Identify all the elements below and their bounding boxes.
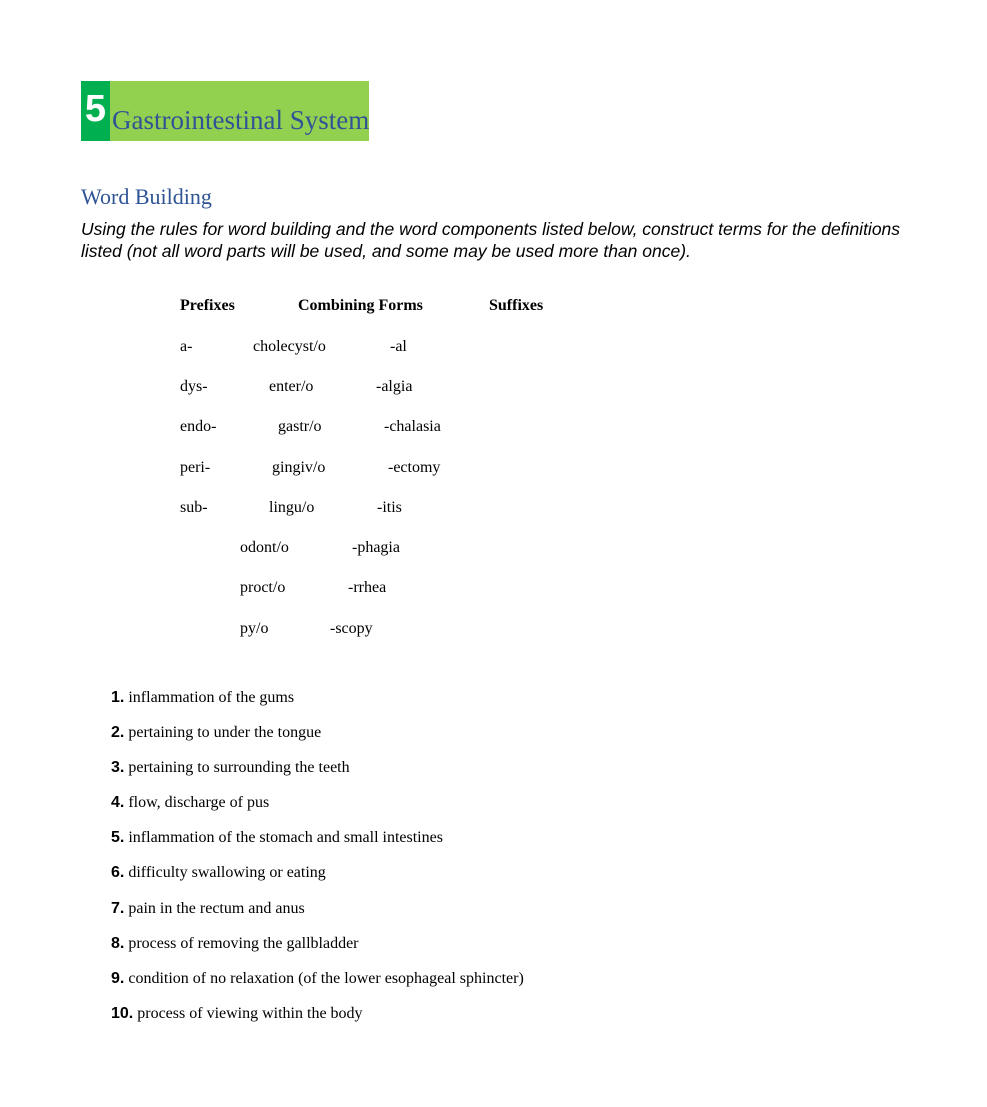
- suffix-cell: -al: [390, 338, 407, 355]
- header-prefixes: Prefixes: [180, 297, 235, 314]
- prefix-cell: endo-: [180, 418, 217, 435]
- prefix-cell: peri-: [180, 459, 211, 476]
- question-list: [111, 687, 524, 1038]
- list-item: [111, 722, 524, 757]
- question-number: 4.: [111, 794, 125, 812]
- suffix-cell: -algia: [376, 378, 413, 395]
- question-number: 7.: [111, 899, 125, 917]
- question-number: 8.: [111, 934, 125, 952]
- question-text: inflammation of the gums: [128, 689, 295, 706]
- question-text: condition of no relaxation (of the lower esophageal sphincter): [128, 969, 524, 987]
- suffix-cell: -rrhea: [348, 579, 387, 596]
- combining-form-cell: gingiv/o: [272, 459, 326, 476]
- suffix-cell: -ectomy: [388, 459, 441, 476]
- suffix-cell: -scopy: [330, 620, 373, 637]
- question-number: 1.: [111, 689, 125, 706]
- question-number: 10.: [111, 1004, 134, 1022]
- list-item: [111, 862, 524, 897]
- combining-form-cell: enter/o: [269, 378, 314, 395]
- question-text: process of viewing within the body: [137, 1004, 363, 1022]
- combining-form-cell: lingu/o: [269, 499, 315, 516]
- list-item: [111, 933, 524, 968]
- question-text: pertaining to under the tongue: [128, 724, 322, 742]
- suffix-cell: -chalasia: [384, 418, 441, 435]
- instructions-text: Using the rules for word building and the word components listed below, construct terms for the definitions listed (not all word parts will be used, and some may be used more than once).: [81, 219, 901, 261]
- question-text: flow, discharge of pus: [128, 794, 270, 812]
- combining-form-cell: odont/o: [240, 539, 289, 556]
- question-text: pain in the rectum and anus: [128, 899, 305, 917]
- question-text: difficulty swallowing or eating: [128, 864, 326, 882]
- question-text: process of removing the gallbladder: [128, 934, 359, 952]
- list-item: [111, 1003, 524, 1038]
- list-item: [111, 968, 524, 1003]
- chapter-number: 5: [81, 81, 110, 141]
- suffix-cell: -itis: [377, 499, 402, 516]
- question-number: 9.: [111, 969, 125, 987]
- combining-form-cell: cholecyst/o: [253, 338, 326, 355]
- header-combining-forms: Combining Forms: [298, 297, 423, 314]
- section-title: Word Building: [81, 184, 212, 209]
- prefix-cell: a-: [180, 338, 193, 355]
- question-text: pertaining to surrounding the teeth: [128, 759, 350, 777]
- chapter-banner: [81, 81, 369, 141]
- list-item: [111, 757, 524, 792]
- combining-form-cell: py/o: [240, 620, 269, 637]
- question-number: 2.: [111, 724, 125, 742]
- list-item: [111, 687, 524, 722]
- list-item: [111, 898, 524, 933]
- header-suffixes: Suffixes: [489, 297, 544, 314]
- list-item: [111, 792, 524, 827]
- combining-form-cell: proct/o: [240, 579, 286, 596]
- combining-form-cell: gastr/o: [278, 418, 322, 435]
- chapter-title: Gastrointestinal System: [112, 105, 370, 135]
- question-text: inflammation of the stomach and small intestines: [128, 829, 443, 847]
- list-item: [111, 827, 524, 862]
- suffix-cell: -phagia: [352, 539, 400, 556]
- prefix-cell: sub-: [180, 499, 208, 516]
- prefix-cell: dys-: [180, 378, 208, 395]
- question-number: 5.: [111, 829, 125, 847]
- question-number: 6.: [111, 864, 125, 882]
- question-number: 3.: [111, 759, 125, 777]
